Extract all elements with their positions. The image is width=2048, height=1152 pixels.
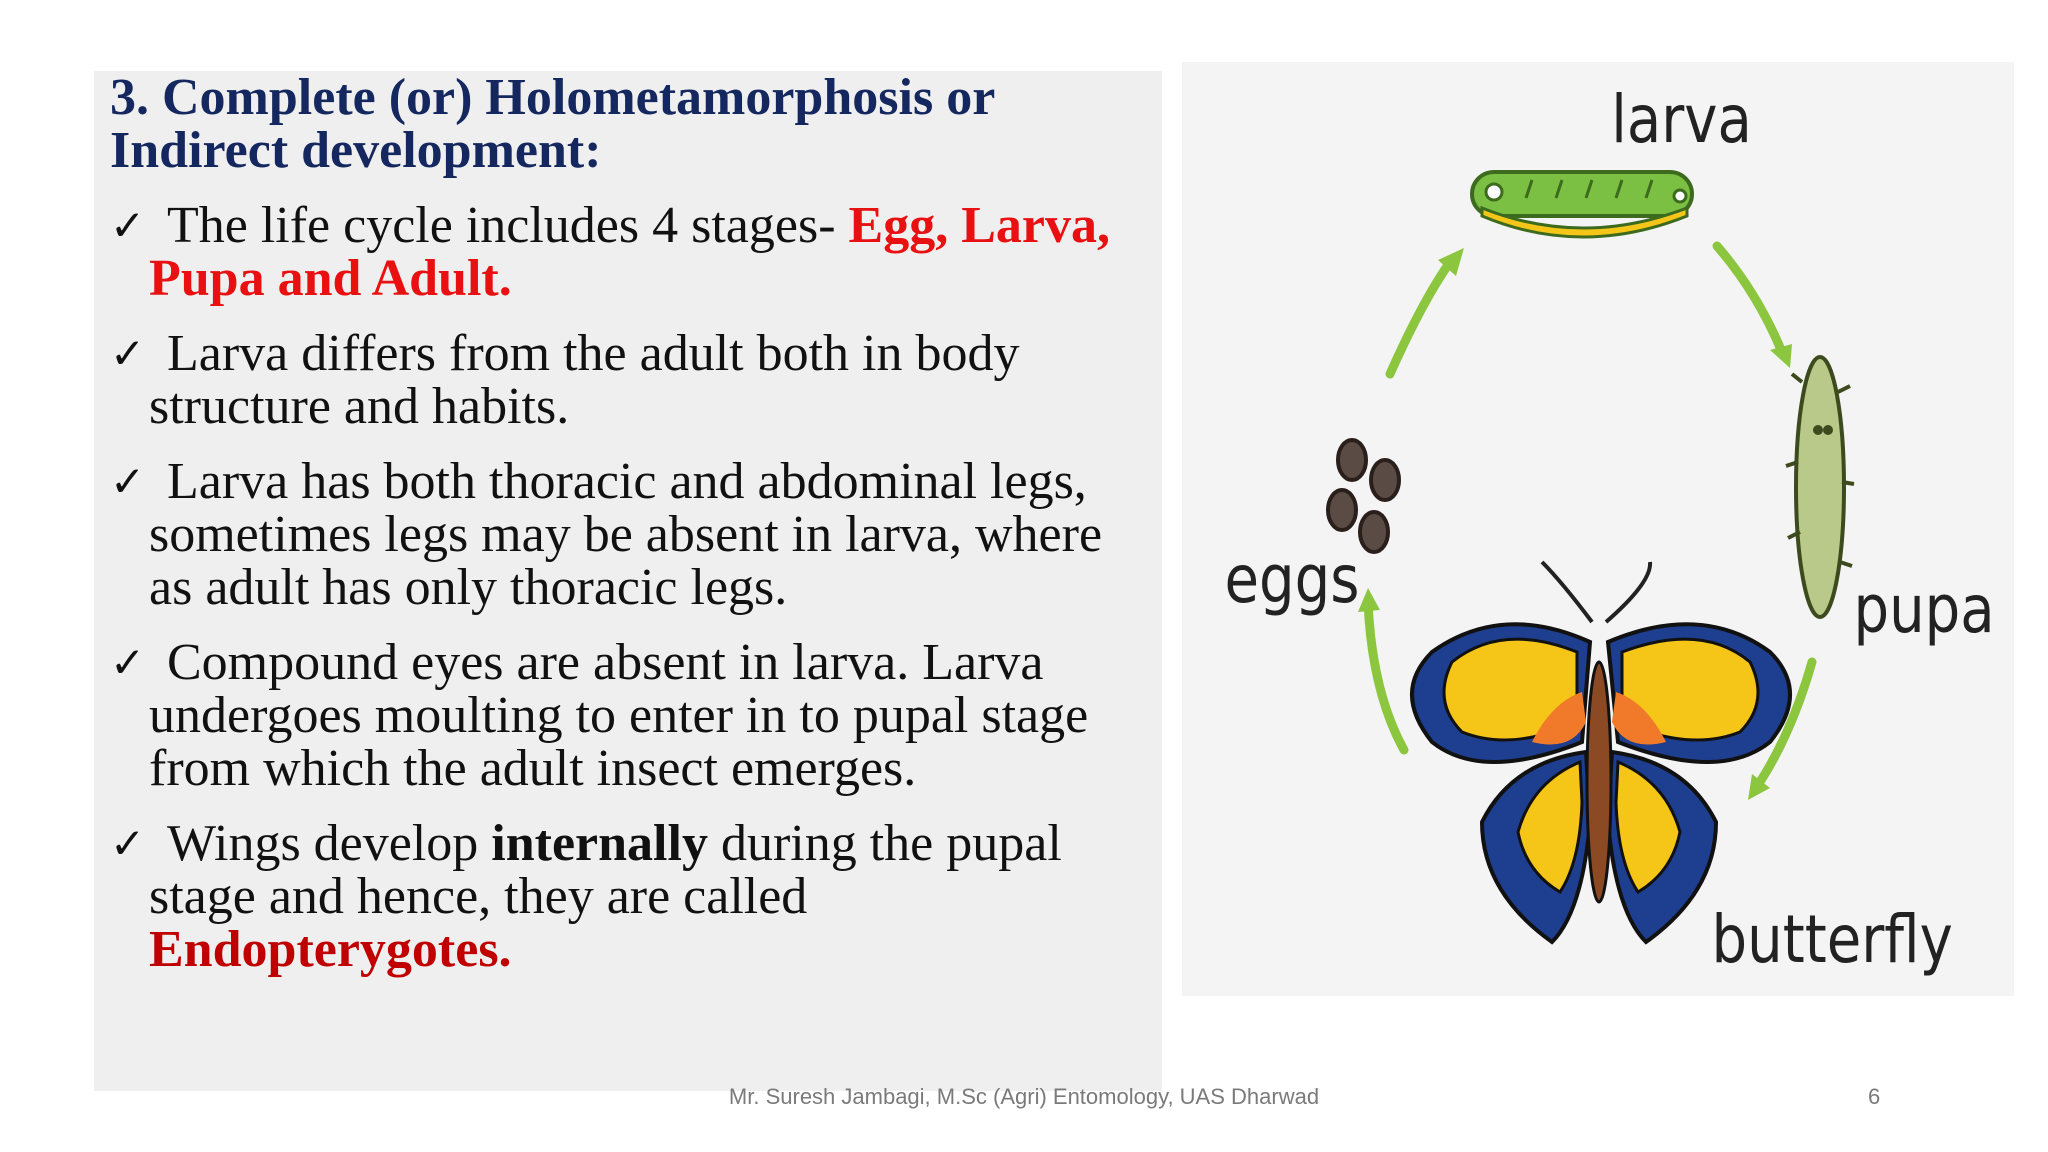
arrow-larva-to-pupa-head [1770, 344, 1792, 368]
pupa-illustration [1786, 357, 1854, 617]
text-panel [94, 71, 1162, 1091]
label-larva: larva [1611, 81, 1752, 159]
eggs-illustration [1328, 440, 1399, 552]
bullet-list [110, 199, 1155, 998]
bullet-wings-develop [110, 817, 1155, 976]
arrow-larva-to-pupa [1717, 246, 1782, 352]
arrow-butterfly-to-eggs-head [1358, 588, 1380, 612]
arrow-butterfly-to-eggs [1368, 602, 1404, 750]
checkmark-icon: ✓ [110, 329, 146, 378]
butterfly-illustration [1412, 562, 1790, 942]
arrow-eggs-to-larva [1390, 262, 1450, 374]
life-cycle-diagram [1182, 62, 2014, 996]
bullet-life-cycle [110, 199, 1155, 305]
bullet-larva-legs [110, 455, 1155, 614]
bullet-text-continued: during the pupal stage and hence, they are called [149, 815, 1062, 925]
internally-emphasis: internally [491, 815, 708, 872]
bullet-text: Compound eyes are absent in larva. Larva undergoes moulting to enter in to pupal stage from which the adult insect emerges. [149, 634, 1089, 797]
bullet-text: Larva differs from the adult both in body structure and habits. [149, 325, 1020, 435]
stages-emphasis: Egg, Larva, Pupa and Adult. [149, 197, 1110, 307]
bullet-text: Larva has both thoracic and abdominal legs, sometimes legs may be absent in larva, where as adult has only thoracic legs. [149, 453, 1103, 616]
checkmark-icon: ✓ [110, 201, 146, 250]
endopterygotes-emphasis: Endopterygotes. [149, 921, 512, 978]
label-pupa: pupa [1853, 571, 1995, 649]
checkmark-icon: ✓ [110, 457, 146, 506]
label-butterfly: butterfly [1711, 901, 1953, 979]
footer-credit: Mr. Suresh Jambagi, M.Sc (Agri) Entomology, UAS Dharwad [728, 1084, 1320, 1109]
label-eggs: eggs [1224, 541, 1360, 619]
slide-heading: 3. Complete (or) Holometamorphosis or Indirect development: [110, 69, 995, 179]
checkmark-icon: ✓ [110, 819, 146, 868]
bullet-text: Wings develop [167, 815, 492, 872]
bullet-compound-eyes [110, 636, 1155, 795]
page-number: 6 [1868, 1084, 1881, 1109]
larva-illustration [1472, 172, 1692, 237]
checkmark-icon: ✓ [110, 638, 146, 687]
bullet-larva-differs [110, 327, 1155, 433]
bullet-text: The life cycle includes 4 stages- [167, 197, 849, 254]
